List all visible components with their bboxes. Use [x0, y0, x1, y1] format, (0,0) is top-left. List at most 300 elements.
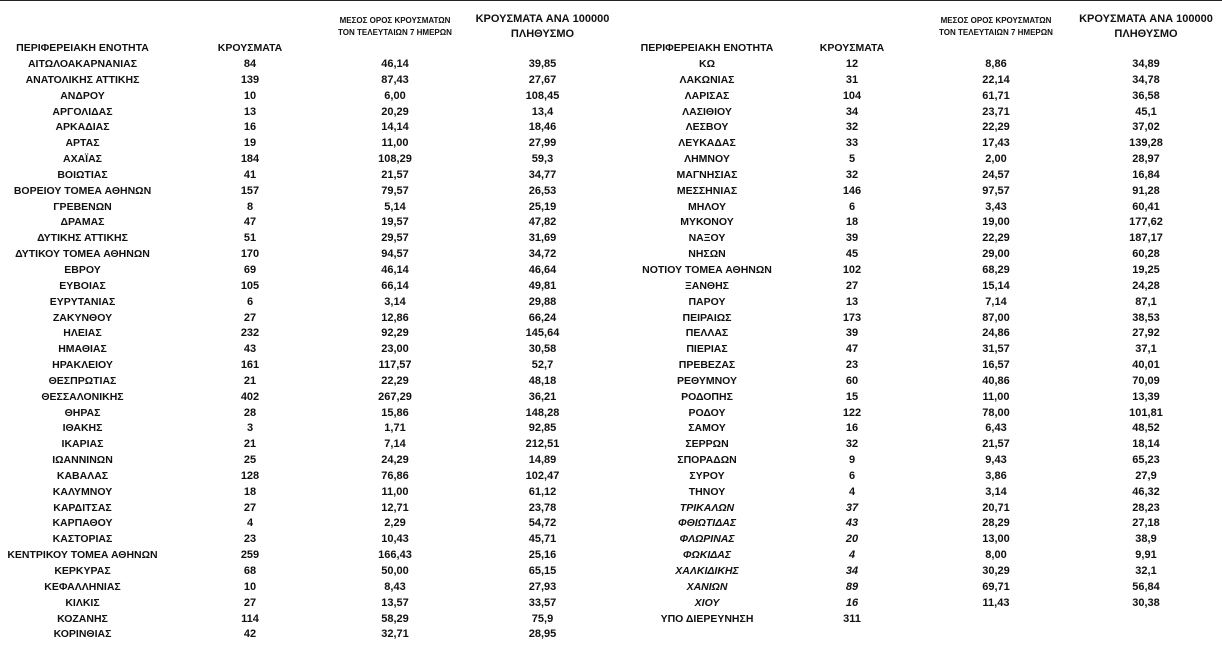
- per-100000-cell: 91,28: [1132, 184, 1160, 197]
- avg-7-days-cell: 78,00: [982, 406, 1010, 419]
- header-cases: ΚΡΟΥΣΜΑΤΑ: [819, 41, 885, 54]
- avg-7-days-cell: 29,00: [982, 248, 1010, 261]
- cases-cell: 42: [243, 628, 257, 641]
- table-row: [622, 200, 1222, 216]
- right-rows: [622, 57, 1222, 627]
- cases-cell: 32: [845, 168, 859, 181]
- per-100000-cell: 27,67: [528, 73, 557, 86]
- region-cell: ΗΜΑΘΙΑΣ: [58, 343, 107, 356]
- cases-cell: 27: [243, 311, 257, 324]
- region-cell: ΑΡΓΟΛΙΔΑΣ: [52, 105, 113, 118]
- region-cell: ΦΛΩΡΙΝΑΣ: [679, 533, 735, 546]
- per-100000-cell: 18,14: [1132, 438, 1160, 451]
- region-cell: ΑΙΤΩΛΟΑΚΑΡΝΑΝΙΑΣ: [27, 58, 138, 70]
- region-cell: ΣΑΜΟΥ: [688, 422, 726, 435]
- cases-cell: 27: [243, 596, 257, 609]
- region-cell: ΑΡΤΑΣ: [65, 137, 100, 150]
- cases-cell: 47: [845, 343, 859, 356]
- region-cell: ΚΑΒΑΛΑΣ: [56, 469, 109, 482]
- table-row: [622, 57, 1222, 73]
- region-cell: ΧΙΟΥ: [694, 596, 720, 609]
- cases-cell: 173: [842, 311, 862, 324]
- region-cell: ΠΑΡΟΥ: [688, 295, 726, 308]
- avg-7-days-cell: 12,71: [381, 501, 409, 514]
- cases-cell: 39: [845, 232, 859, 245]
- region-cell: ΝΑΞΟΥ: [688, 232, 726, 245]
- cases-cell: 21: [243, 374, 257, 387]
- table-row: [622, 168, 1222, 184]
- per-100000-cell: 36,21: [528, 390, 557, 403]
- header-cases: ΚΡΟΥΣΜΑΤΑ: [217, 41, 283, 54]
- cases-cell: 102: [842, 263, 862, 276]
- cases-cell: 20: [845, 533, 859, 546]
- cases-cell: 105: [240, 279, 260, 292]
- table-row: [622, 120, 1222, 136]
- avg-7-days-cell: 19,00: [982, 216, 1010, 229]
- avg-7-days-cell: 66,14: [381, 279, 409, 292]
- table-row: [0, 168, 620, 184]
- per-100000-cell: 40,01: [1132, 359, 1160, 372]
- table-row: [622, 532, 1222, 548]
- region-cell: ΕΥΡΥΤΑΝΙΑΣ: [49, 295, 116, 308]
- table-row: [622, 136, 1222, 152]
- table-row: [0, 421, 620, 437]
- region-cell: ΖΑΚΥΝΘΟΥ: [52, 311, 113, 324]
- region-cell: ΜΗΛΟΥ: [688, 200, 726, 213]
- region-cell: ΞΑΝΘΗΣ: [685, 279, 729, 292]
- table-row: [0, 469, 620, 485]
- cases-cell: 259: [240, 549, 260, 562]
- region-cell: ΛΑΡΙΣΑΣ: [684, 89, 730, 102]
- region-cell: ΔΥΤΙΚΟΥ ΤΟΜΕΑ ΑΘΗΝΩΝ: [15, 248, 150, 261]
- avg-7-days-cell: 6,00: [384, 89, 406, 102]
- region-cell: ΚΟΡΙΝΘΙΑΣ: [53, 628, 112, 641]
- per-100000-cell: 45,1: [1135, 105, 1157, 118]
- table-row: [0, 231, 620, 247]
- per-100000-cell: 38,53: [1132, 311, 1160, 324]
- header-per-100000: ΚΡΟΥΣΜΑΤΑ ΑΝΑ 100000 ΠΛΗΘΥΣΜΟ: [475, 12, 610, 40]
- table-row: [0, 89, 620, 105]
- cases-cell: 37: [845, 501, 859, 514]
- avg-7-days-cell: 61,71: [982, 89, 1010, 102]
- avg-7-days-cell: 58,29: [381, 612, 409, 625]
- region-cell: ΚΕΝΤΡΙΚΟΥ ΤΟΜΕΑ ΑΘΗΝΩΝ: [7, 549, 158, 562]
- per-100000-cell: 49,81: [528, 279, 557, 292]
- avg-7-days-cell: 87,00: [982, 311, 1010, 324]
- cases-cell: 32: [845, 121, 859, 134]
- table-row: [0, 200, 620, 216]
- avg-7-days-cell: 13,57: [381, 596, 409, 609]
- region-cell: ΡΕΘΥΜΝΟΥ: [676, 374, 738, 387]
- region-cell: ΘΕΣΠΡΩΤΙΑΣ: [48, 374, 117, 387]
- cases-cell: 31: [845, 73, 859, 86]
- avg-7-days-cell: 16,57: [982, 359, 1010, 372]
- region-cell: ΝΟΤΙΟΥ ΤΟΜΕΑ ΑΘΗΝΩΝ: [642, 263, 772, 276]
- region-cell: ΠΡΕΒΕΖΑΣ: [678, 359, 736, 372]
- avg-7-days-cell: 2,00: [985, 153, 1007, 166]
- per-100000-cell: 31,69: [528, 232, 557, 245]
- per-100000-cell: 26,53: [528, 184, 557, 197]
- table-row: [0, 120, 620, 136]
- per-100000-cell: 38,9: [1135, 533, 1157, 546]
- region-cell: ΚΟΖΑΝΗΣ: [57, 612, 108, 625]
- avg-7-days-cell: 28,29: [982, 517, 1010, 530]
- per-100000-cell: 28,97: [1132, 153, 1160, 166]
- cases-cell: 10: [243, 580, 257, 593]
- region-cell: ΠΙΕΡΙΑΣ: [686, 343, 728, 356]
- per-100000-cell: 61,12: [528, 485, 557, 498]
- region-cell: ΚΕΡΚΥΡΑΣ: [54, 565, 111, 577]
- avg-7-days-cell: 76,86: [381, 469, 409, 482]
- region-cell: ΛΕΥΚΑΔΑΣ: [678, 137, 736, 150]
- avg-7-days-cell: 20,29: [381, 105, 409, 118]
- avg-7-days-cell: 3,86: [985, 469, 1007, 482]
- cases-cell: 34: [845, 565, 859, 577]
- table-row: [0, 548, 620, 564]
- per-100000-cell: 34,77: [528, 168, 557, 181]
- avg-7-days-cell: 17,43: [982, 137, 1010, 150]
- table-row: [622, 358, 1222, 374]
- avg-7-days-cell: 22,29: [982, 121, 1010, 134]
- cases-cell: 9: [848, 454, 856, 467]
- per-100000-cell: 46,32: [1132, 485, 1160, 498]
- region-cell: ΣΠΟΡΑΔΩΝ: [677, 454, 737, 467]
- header-per-100000: ΚΡΟΥΣΜΑΤΑ ΑΝΑ 100000 ΠΛΗΘΥΣΜΟ: [1079, 12, 1213, 40]
- cases-cell: 47: [243, 216, 257, 229]
- cases-cell: 8: [246, 200, 254, 213]
- avg-7-days-cell: 19,57: [381, 216, 409, 229]
- cases-cell: 69: [243, 263, 257, 276]
- per-100000-cell: 27,99: [528, 137, 557, 150]
- avg-7-days-cell: [922, 612, 1070, 628]
- region-cell: ΚΑΡΠΑΘΟΥ: [52, 517, 113, 530]
- per-100000-cell: 145,64: [525, 327, 560, 340]
- region-cell: ΔΥΤΙΚΗΣ ΑΤΤΙΚΗΣ: [37, 232, 128, 245]
- cases-cell: 43: [845, 517, 859, 530]
- per-100000-cell: 139,28: [1129, 137, 1163, 150]
- per-100000-cell: 60,41: [1132, 200, 1160, 213]
- region-cell: ΑΝΑΤΟΛΙΚΗΣ ΑΤΤΙΚΗΣ: [25, 73, 140, 86]
- table-row: [0, 152, 620, 168]
- region-cell: ΗΛΕΙΑΣ: [63, 327, 102, 340]
- table-row: [622, 89, 1222, 105]
- table-row: [0, 263, 620, 279]
- table-row: [0, 295, 620, 311]
- per-100000-cell: 60,28: [1132, 248, 1160, 261]
- avg-7-days-cell: 7,14: [384, 438, 406, 451]
- region-cell: ΧΑΝΙΩΝ: [686, 580, 728, 593]
- avg-7-days-cell: 92,29: [381, 327, 409, 340]
- right-table: [622, 0, 1222, 653]
- region-cell: ΥΠΟ ΔΙΕΡΕΥΝΗΣΗ: [660, 612, 754, 625]
- avg-7-days-cell: 46,14: [381, 58, 409, 70]
- region-cell: ΝΗΣΩΝ: [688, 248, 726, 261]
- avg-7-days-cell: 94,57: [381, 248, 409, 261]
- per-100000-cell: 39,85: [528, 58, 557, 70]
- region-cell: ΚΩ: [698, 58, 715, 70]
- avg-7-days-cell: 22,29: [982, 232, 1010, 245]
- region-cell: ΚΑΣΤΟΡΙΑΣ: [52, 533, 113, 546]
- table-row: [622, 453, 1222, 469]
- region-cell: ΘΕΣΣΑΛΟΝΙΚΗΣ: [41, 390, 124, 403]
- per-100000-cell: 36,58: [1132, 89, 1160, 102]
- per-100000-cell: 108,45: [525, 89, 560, 102]
- per-100000-cell: 34,72: [528, 248, 557, 261]
- table-row: [0, 73, 620, 89]
- avg-7-days-cell: 22,29: [381, 374, 409, 387]
- avg-7-days-cell: 9,43: [985, 454, 1007, 467]
- per-100000-cell: 30,58: [528, 343, 557, 356]
- per-100000-cell: 33,57: [528, 596, 557, 609]
- table-row: [622, 231, 1222, 247]
- region-cell: ΒΟΙΩΤΙΑΣ: [57, 168, 108, 181]
- table-row: [622, 326, 1222, 342]
- table-row: [622, 406, 1222, 422]
- per-100000-cell: 87,1: [1135, 295, 1157, 308]
- cases-cell: 34: [845, 105, 859, 118]
- region-cell: ΑΧΑΪΑΣ: [63, 153, 102, 166]
- avg-7-days-cell: 24,86: [982, 327, 1010, 340]
- cases-cell: 161: [240, 359, 260, 372]
- table-row: [0, 136, 620, 152]
- table-row: [0, 564, 620, 580]
- per-100000-cell: 101,81: [1129, 406, 1163, 419]
- cases-cell: 104: [842, 89, 862, 102]
- avg-7-days-cell: 1,71: [384, 422, 406, 435]
- cases-cell: 27: [845, 279, 859, 292]
- table-row: [622, 564, 1222, 580]
- region-cell: ΑΝΔΡΟΥ: [60, 89, 105, 102]
- per-100000-cell: 65,23: [1132, 454, 1160, 467]
- avg-7-days-cell: 166,43: [378, 549, 412, 562]
- per-100000-cell: [1072, 612, 1220, 628]
- table-row: [622, 311, 1222, 327]
- per-100000-cell: 19,25: [1132, 263, 1160, 276]
- cases-cell: 68: [243, 565, 257, 577]
- table-row: [0, 453, 620, 469]
- header-avg-7-days: ΜΕΣΟΣ ΟΡΟΣ ΚΡΟΥΣΜΑΤΩΝ ΤΟΝ ΤΕΛΕΥΤΑΙΩΝ 7 ΗΜΕΡΩΝ: [939, 16, 1053, 37]
- region-cell: ΚΑΡΔΙΤΣΑΣ: [53, 501, 112, 514]
- per-100000-cell: 30,38: [1132, 596, 1160, 609]
- left-rows: [0, 57, 620, 643]
- header-avg-7-days: ΜΕΣΟΣ ΟΡΟΣ ΚΡΟΥΣΜΑΤΩΝ ΤΟΝ ΤΕΛΕΥΤΑΙΩΝ 7 ΗΜΕΡΩΝ: [338, 16, 452, 37]
- avg-7-days-cell: 69,71: [982, 580, 1010, 593]
- cases-cell: 4: [848, 485, 856, 498]
- region-cell: ΛΗΜΝΟΥ: [684, 153, 730, 166]
- table-row: [0, 326, 620, 342]
- cases-cell: 23: [243, 533, 257, 546]
- cases-cell: 19: [243, 137, 257, 150]
- avg-7-days-cell: 23,71: [982, 105, 1010, 118]
- cases-cell: 5: [848, 153, 856, 166]
- per-100000-cell: 54,72: [528, 517, 557, 530]
- avg-7-days-cell: 68,29: [982, 263, 1010, 276]
- table-row: [0, 342, 620, 358]
- table-row: [622, 247, 1222, 263]
- avg-7-days-cell: 11,00: [381, 137, 409, 150]
- cases-cell: 4: [848, 549, 856, 562]
- per-100000-cell: 28,23: [1132, 501, 1160, 514]
- table-row: [622, 295, 1222, 311]
- avg-7-days-cell: 7,14: [985, 295, 1007, 308]
- table-row: [0, 215, 620, 231]
- table-row: [0, 247, 620, 263]
- avg-7-days-cell: 40,86: [982, 374, 1010, 387]
- cases-cell: 3: [246, 422, 254, 435]
- table-row: [622, 580, 1222, 596]
- cases-cell: 311: [843, 612, 861, 625]
- per-100000-cell: 25,19: [528, 200, 557, 213]
- avg-7-days-cell: 14,14: [381, 121, 409, 134]
- cases-cell: 114: [241, 612, 259, 625]
- per-100000-cell: 9,91: [1135, 549, 1157, 562]
- table-row: [0, 184, 620, 200]
- table-row: [0, 279, 620, 295]
- region-cell: ΛΕΣΒΟΥ: [685, 121, 729, 134]
- cases-cell: 89: [845, 580, 859, 593]
- table-row: [0, 374, 620, 390]
- per-100000-cell: 70,09: [1132, 374, 1160, 387]
- cases-cell: 128: [240, 469, 260, 482]
- table-row: [622, 612, 1222, 628]
- region-cell: ΓΡΕΒΕΝΩΝ: [53, 200, 112, 213]
- per-100000-cell: 34,89: [1132, 58, 1160, 70]
- cases-cell: 10: [243, 89, 257, 102]
- region-cell: ΜΕΣΣΗΝΙΑΣ: [676, 184, 738, 197]
- per-100000-cell: 27,18: [1132, 517, 1160, 530]
- cases-cell: 28: [243, 406, 257, 419]
- avg-7-days-cell: 11,43: [982, 596, 1010, 609]
- per-100000-cell: 27,93: [528, 580, 557, 593]
- table-row: [622, 105, 1222, 121]
- table-row: [0, 612, 620, 628]
- table-row: [622, 215, 1222, 231]
- per-100000-cell: 66,24: [528, 311, 557, 324]
- table-row: [622, 469, 1222, 485]
- region-cell: ΛΑΣΙΘΙΟΥ: [682, 105, 732, 118]
- cases-cell: 402: [240, 390, 260, 403]
- table-row: [622, 390, 1222, 406]
- region-cell: ΑΡΚΑΔΙΑΣ: [55, 121, 110, 134]
- per-100000-cell: 177,62: [1129, 216, 1163, 229]
- table-row: [0, 358, 620, 374]
- cases-cell: 232: [240, 327, 260, 340]
- avg-7-days-cell: 3,14: [384, 295, 406, 308]
- table-row: [622, 342, 1222, 358]
- cases-cell: 6: [848, 200, 856, 213]
- avg-7-days-cell: 23,00: [381, 343, 409, 356]
- cases-cell: 6: [246, 295, 254, 308]
- avg-7-days-cell: 117,57: [378, 359, 412, 372]
- region-cell: ΙΘΑΚΗΣ: [62, 422, 103, 435]
- cases-cell: 23: [845, 359, 859, 372]
- avg-7-days-cell: 6,43: [985, 422, 1007, 435]
- avg-7-days-cell: 21,57: [982, 438, 1010, 451]
- table-row: [0, 580, 620, 596]
- per-100000-cell: 14,89: [528, 454, 557, 467]
- per-100000-cell: 13,4: [531, 105, 554, 118]
- per-100000-cell: 46,64: [528, 263, 557, 276]
- avg-7-days-cell: 87,43: [381, 73, 409, 86]
- per-100000-cell: 32,1: [1135, 565, 1157, 577]
- region-cell: ΙΩΑΝΝΙΝΩΝ: [52, 454, 113, 467]
- per-100000-cell: 25,16: [528, 549, 557, 562]
- avg-7-days-cell: 8,86: [985, 58, 1007, 70]
- cases-cell: 146: [842, 184, 862, 197]
- cases-cell: 184: [240, 153, 260, 166]
- avg-7-days-cell: 24,29: [381, 454, 409, 467]
- region-cell: ΜΑΓΝΗΣΙΑΣ: [676, 168, 738, 181]
- table-row: [0, 406, 620, 422]
- avg-7-days-cell: 3,14: [985, 485, 1007, 498]
- region-cell: ΤΡΙΚΑΛΩΝ: [679, 501, 735, 514]
- per-100000-cell: 37,02: [1132, 121, 1160, 134]
- table-row: [622, 516, 1222, 532]
- cases-cell: 16: [845, 422, 859, 435]
- avg-7-days-cell: 267,29: [378, 390, 412, 403]
- table-row: [622, 263, 1222, 279]
- header-region: ΠΕΡΙΦΕΡΕΙΑΚΗ ΕΝΟΤΗΤΑ: [16, 41, 149, 54]
- per-100000-cell: 23,78: [528, 501, 557, 514]
- avg-7-days-cell: 79,57: [381, 184, 409, 197]
- table-row: [622, 374, 1222, 390]
- avg-7-days-cell: 11,00: [982, 390, 1010, 403]
- avg-7-days-cell: 32,71: [381, 628, 409, 641]
- avg-7-days-cell: 29,57: [381, 232, 409, 245]
- region-cell: ΛΑΚΩΝΙΑΣ: [679, 73, 735, 86]
- region-cell: ΗΡΑΚΛΕΙΟΥ: [52, 359, 113, 372]
- cases-cell: 157: [240, 184, 260, 197]
- avg-7-days-cell: 3,43: [985, 200, 1007, 213]
- cases-cell: 27: [243, 501, 257, 514]
- cases-cell: 12: [845, 58, 859, 70]
- table-row: [622, 501, 1222, 517]
- per-100000-cell: 212,51: [525, 438, 560, 451]
- per-100000-cell: 45,71: [528, 533, 557, 546]
- cases-cell: 84: [243, 58, 257, 70]
- region-cell: ΣΕΡΡΩΝ: [685, 438, 729, 451]
- avg-7-days-cell: 31,57: [982, 343, 1010, 356]
- table-row: [0, 532, 620, 548]
- table-row: [622, 485, 1222, 501]
- region-cell: ΔΡΑΜΑΣ: [60, 216, 105, 229]
- cases-cell: 43: [243, 343, 257, 356]
- avg-7-days-cell: 22,14: [982, 73, 1010, 86]
- avg-7-days-cell: 15,14: [982, 279, 1010, 292]
- per-100000-cell: 48,18: [528, 374, 557, 387]
- per-100000-cell: 102,47: [525, 469, 560, 482]
- avg-7-days-cell: 46,14: [381, 263, 409, 276]
- avg-7-days-cell: 11,00: [381, 485, 409, 498]
- cases-cell: 16: [845, 596, 859, 609]
- per-100000-cell: 16,84: [1132, 168, 1160, 181]
- per-100000-cell: 27,92: [1132, 327, 1160, 340]
- cases-cell: 122: [842, 406, 862, 419]
- table-row: [0, 501, 620, 517]
- region-cell: ΡΟΔΟΥ: [688, 406, 726, 419]
- region-cell: ΚΙΛΚΙΣ: [65, 596, 100, 609]
- cases-cell: 15: [845, 390, 859, 403]
- region-cell: ΚΑΛΥΜΝΟΥ: [52, 485, 113, 498]
- table-row: [0, 437, 620, 453]
- cases-cell: 41: [243, 168, 257, 181]
- avg-7-days-cell: 50,00: [381, 565, 409, 577]
- cases-cell: 16: [243, 121, 257, 134]
- table-row: [0, 485, 620, 501]
- cases-cell: 18: [243, 485, 257, 498]
- cases-cell: 25: [243, 454, 257, 467]
- table-row: [0, 311, 620, 327]
